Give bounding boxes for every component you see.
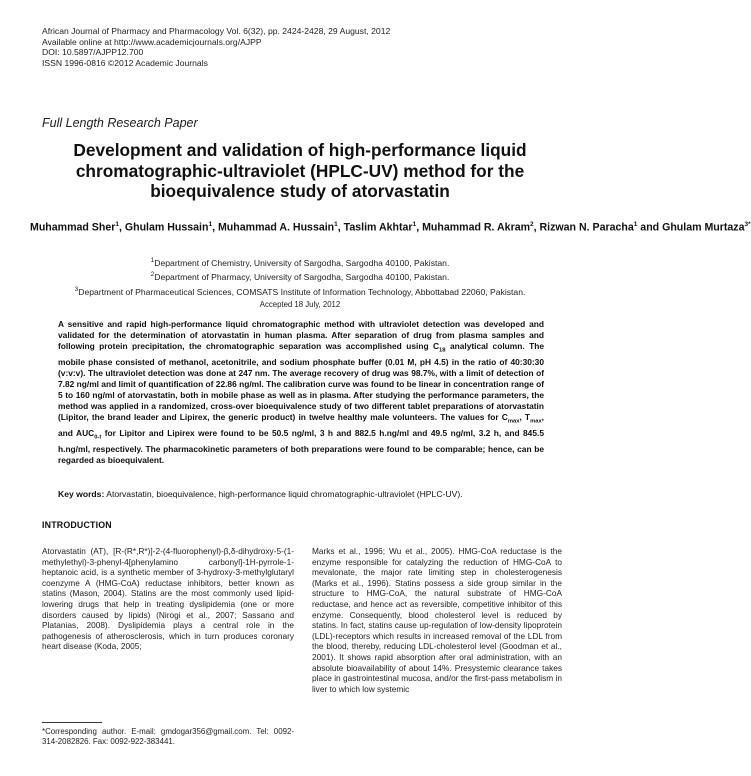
abstract-text: , and AUC: [58, 412, 544, 439]
author-name: Muhammad Sher: [30, 221, 116, 234]
journal-issn: ISSN 1996-0816 ©2012 Academic Journals: [42, 57, 208, 68]
author-name: Ghulam Murtaza: [662, 221, 745, 234]
abstract-text: for Lipitor and Lipirex were found to be 50.5 ng/ml, 3 h and 882.5 h.ng/ml and 49.5 ng/ml, 3.2 h, and 845.5 h.ng/ml, respectively. The pharmacokinetic parameters of both preparations were found to be comparable; hence, can be regarded as bioequivalent.: [58, 428, 544, 466]
journal-online-link[interactable]: Available online at http://www.academicjournals.org/AJPP: [42, 36, 262, 47]
abstract-subscript: max: [507, 419, 520, 426]
footnote-divider: [42, 722, 102, 723]
author-name: Muhammad R. Akram: [422, 221, 531, 234]
affiliations: [20, 255, 580, 298]
title-line-2: chromatographic-ultraviolet (HPLC-UV) method for the: [75, 160, 525, 181]
author-affil-marker: 1: [633, 221, 638, 228]
journal-doi: DOI: 10.5897/AJPP12.700: [42, 47, 144, 57]
author-list: [30, 217, 751, 236]
author-line-1: Muhammad Sher$^1$, Ghulam Hussain$^1$, Muhammad A. Hussain$^1$, Taslim Akhtar$^1$, Muhammad R. Akram$^2$, Rizwan N. Paracha$^1$ and Ghulam Murtaza$^{3*}$: [30, 221, 751, 234]
paper-title: [30, 140, 570, 202]
author-affil-marker: 1: [412, 221, 417, 228]
affil-text: Department of Pharmacy, University of Sargodha, Sargodha 40100, Pakistan.: [154, 272, 450, 283]
abstract-text: analytical column. The mobile phase consisted of methanol, acetonitrile, and sodium phosphate buffer (0.01 M, pH 4.5) in the ratio of 40:30:30 (v:v:v). The ultraviolet detection was done at 247 nm. The average recovery of drug was 98.7%, with a limit of detection of 7.82 ng/ml and limit of quantification of 22.86 ng/ml. The calibration curve was found to be linear in concentration range of 5 to 160 ng/ml of atorvastatin, both in mobile phase as well as in plasma. After studying the performance parameters, the method was applied in a randomized, cross-over bioequivalence study of two different tablet preparations of atorvastatin (Lipitor, the brand leader and Lipirex, the generic product) in twelve healthy male volunteers. The values for C: [58, 341, 544, 423]
paper-type: Full Length Research Paper: [42, 116, 198, 130]
affiliation-2: [20, 269, 580, 283]
abstract-text: A sensitive and rapid high-performance liquid chromatographic method with ultraviolet detection was developed and validated for the determination of atorvastatin in human plasma. After separation of drug from plasma samples and following protein precipitation, the chromatographic separation was accomplished using C: [58, 319, 544, 352]
affiliation-1: [20, 255, 580, 269]
keywords-label: Key words:: [58, 489, 105, 499]
affil-text: Department of Pharmaceutical Sciences, COMSATS Institute of Information Technology, Abbottabad 22060, Pakistan.: [78, 286, 526, 297]
author-affil-marker: 1: [115, 221, 119, 228]
author-name: Ghulam Hussain: [124, 221, 209, 234]
author-name: Taslim Akhtar: [343, 221, 413, 234]
author-name: Muhammad A. Hussain: [217, 221, 335, 234]
journal-citation: African Journal of Pharmacy and Pharmacology Vol. 6(32), pp. 2424-2428, 29 August, 2012: [42, 26, 391, 36]
abstract-subscript: max: [530, 419, 542, 426]
keywords-text: Atorvastatin, bioequivalence, high-performance liquid chromatographic-ultraviolet (HPLC-UV).: [104, 489, 463, 499]
corresponding-author-footnote: *Corresponding author. E-mail: gmdogar356@gmail.com. Tel: 0092-314-2082826. Fax: 0092-922-383441.: [42, 727, 294, 746]
author-name: Rizwan N. Paracha: [539, 221, 634, 234]
affiliation-3: [20, 284, 580, 298]
author-affil-marker: 2: [530, 221, 534, 228]
title-line-1: Development and validation of high-performance liquid: [73, 140, 527, 160]
author-affil-marker: 3*: [744, 221, 751, 228]
accepted-date: Accepted 18 July, 2012: [259, 300, 341, 309]
abstract-subscript: 18: [439, 347, 446, 354]
abstract-subscript: 0-t: [94, 434, 102, 441]
introduction-left-column: Atorvastatin (AT), [R-(R*,R*)]-2-(4-fluorophenyl)-β,δ-dihydroxy-5-(1-methylethyl)-3-phenyl-4[phenylamino carbonyl]-1H-pyrrole-1-heptanoic acid, is a synthetic member of 3-hydroxy-3-methylglutaryl coenzyme A (HMG-CoA) reductase inhibitors, better known as statins (Mason, 2004). Statins are the most commonly used lipid-lowering drugs that help in treating dyslipidemia (one or more disorders caused by lipids) (Nirogi et al., 2007; Sassano and Platanias, 2008). Dyslipidemia plays a central role in the pathogenesis of atherosclerosis, which in turn produces coronary heart disease (Koda, 2005;: [42, 546, 294, 652]
introduction-heading: INTRODUCTION: [42, 520, 112, 530]
affil-number: 2: [150, 271, 155, 279]
affil-number: 1: [150, 257, 155, 264]
journal-header: [42, 26, 390, 68]
keywords: [58, 489, 544, 500]
abstract-text: , T: [519, 412, 531, 423]
abstract: [58, 319, 544, 466]
affil-number: 3: [74, 285, 79, 293]
title-line-3: bioequivalence study of atorvastatin: [150, 181, 450, 201]
author-affil-marker: 1: [334, 221, 338, 228]
introduction-right-column: Marks et al., 1996; Wu et al., 2005). HMG-CoA reductase is the enzyme responsible for catalyzing the reduction of HMG-CoA to mevalonate, the major rate limiting step in cholesterogenesis (Marks et al., 1996). Statins possess a side group similar in the structure to HMG-CoA, the natural substrate of HMG-CoA reductase, and hence act as reversible, competitive inhibitor of this enzyme. Consequently, blood cholesterol level is reduced by statins. In fact, statins cause up-regulation of low-density lipoprotein (LDL)-receptors which results in increased removal of the LDL from the blood, thereby, reducing LDL-cholesterol level (Goodman et al., 2001). It shows rapid absorption after oral administration, with an absolute bioavailability of about 14%. Presystemic clearance takes place in gastrointestinal mucosa, and/or the first-pass metabolism in liver to which low systemic: [312, 546, 562, 694]
affil-text: Department of Chemistry, University of Sargodha, Sargodha 40100, Pakistan.: [154, 257, 450, 268]
author-affil-marker: 1: [208, 221, 213, 228]
